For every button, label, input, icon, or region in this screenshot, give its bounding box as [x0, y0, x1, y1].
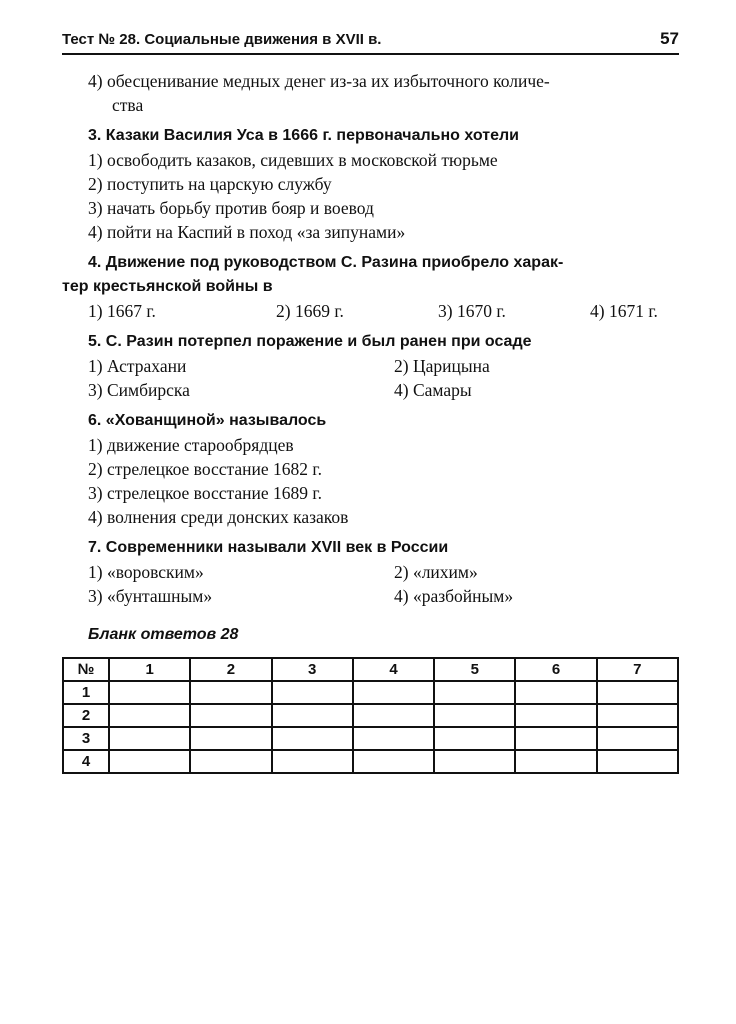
question-5-option-3: 3) Симбирска: [88, 380, 190, 400]
answer-cell[interactable]: [515, 704, 596, 727]
table-row: [63, 681, 678, 704]
table-row: [63, 704, 678, 727]
table-row: [63, 727, 678, 750]
header-cell: 3: [272, 658, 353, 681]
question-7: [62, 536, 679, 608]
question-7-option-2: 2) «лихим»: [394, 562, 478, 582]
answer-cell[interactable]: [109, 704, 190, 727]
page: [62, 26, 679, 774]
question-6-option-1: 1) движение старообрядцев: [88, 435, 294, 455]
header-cell: 6: [515, 658, 596, 681]
question-5: [62, 330, 679, 402]
header-cell: 5: [434, 658, 515, 681]
question-6: [62, 409, 679, 529]
question-5-option-4: 4) Самары: [394, 380, 472, 400]
header-cell: 1: [109, 658, 190, 681]
answer-cell[interactable]: [190, 727, 271, 750]
answer-cell[interactable]: [597, 750, 678, 773]
answer-cell[interactable]: [272, 681, 353, 704]
header-cell-number: №: [63, 658, 109, 681]
answer-cell[interactable]: [515, 681, 596, 704]
answer-cell[interactable]: [190, 750, 271, 773]
prev-question-tail: [62, 69, 679, 117]
answer-cell[interactable]: [597, 727, 678, 750]
header-cell: 7: [597, 658, 678, 681]
question-7-option-4: 4) «разбойным»: [394, 586, 514, 606]
question-4-option-2: 2) 1669 г.: [276, 301, 344, 321]
answer-cell[interactable]: [353, 704, 434, 727]
answer-cell[interactable]: [190, 681, 271, 704]
question-4-option-3: 3) 1670 г.: [438, 301, 506, 321]
answer-cell[interactable]: [190, 704, 271, 727]
question-3: [62, 124, 679, 244]
answer-cell[interactable]: [353, 681, 434, 704]
answer-cell[interactable]: [109, 727, 190, 750]
answer-cell[interactable]: [272, 750, 353, 773]
question-7-title: 7. Современники называли XVII век в России: [88, 539, 449, 556]
option-continuation: ства: [112, 95, 144, 115]
row-label: 2: [63, 704, 109, 727]
question-4-title-line1: 4. Движение под руководством С. Разина приобрело харак-: [88, 254, 564, 271]
row-label: 1: [63, 681, 109, 704]
question-4-title: [62, 251, 679, 299]
row-label: 3: [63, 727, 109, 750]
answer-cell[interactable]: [272, 704, 353, 727]
question-3-title: 3. Казаки Василия Уса в 1666 г. первоначально хотели: [88, 127, 519, 144]
question-6-option-2: 2) стрелецкое восстание 1682 г.: [88, 459, 323, 479]
answer-cell[interactable]: [515, 727, 596, 750]
question-3-option-4: 4) пойти на Каспий в поход «за зипунами»: [88, 222, 406, 242]
row-label: 4: [63, 750, 109, 773]
question-6-option-4: 4) волнения среди донских казаков: [88, 507, 349, 527]
question-5-option-2: 2) Царицына: [394, 356, 490, 376]
page-number: 57: [660, 29, 679, 48]
question-7-option-1: 1) «воровским»: [88, 562, 204, 582]
page-header: [62, 26, 679, 55]
question-4: [62, 251, 679, 323]
answer-cell[interactable]: [434, 750, 515, 773]
answer-cell[interactable]: [434, 681, 515, 704]
question-4-option-4: 4) 1671 г.: [590, 301, 658, 321]
header-cell: 2: [190, 658, 271, 681]
header-title: Тест № 28. Социальные движения в XVII в.: [62, 31, 382, 48]
answer-cell[interactable]: [597, 704, 678, 727]
question-6-option-3: 3) стрелецкое восстание 1689 г.: [88, 483, 323, 503]
question-7-option-3: 3) «бунташным»: [88, 586, 213, 606]
answer-cell[interactable]: [597, 681, 678, 704]
question-4-option-1: 1) 1667 г.: [88, 301, 156, 321]
question-5-title: 5. С. Разин потерпел поражение и был ранен при осаде: [88, 333, 532, 350]
answer-sheet-title: Бланк ответов 28: [88, 626, 239, 643]
answer-cell[interactable]: [109, 750, 190, 773]
answer-cell[interactable]: [434, 727, 515, 750]
answer-cell[interactable]: [272, 727, 353, 750]
question-5-option-1: 1) Астрахани: [88, 356, 187, 376]
answer-cell[interactable]: [434, 704, 515, 727]
table-row: [63, 750, 678, 773]
question-3-option-2: 2) поступить на царскую службу: [88, 174, 332, 194]
question-4-title-line2: тер крестьянской войны в: [62, 278, 273, 295]
question-4-options: [62, 299, 679, 323]
option-text: 4) обесценивание медных денег из-за их избыточного количе-: [88, 71, 550, 91]
answer-table: [62, 657, 679, 774]
header-cell: 4: [353, 658, 434, 681]
question-3-option-3: 3) начать борьбу против бояр и воевод: [88, 198, 374, 218]
question-3-option-1: 1) освободить казаков, сидевших в московской тюрьме: [88, 150, 498, 170]
answer-cell[interactable]: [353, 727, 434, 750]
answer-cell[interactable]: [515, 750, 596, 773]
answer-cell[interactable]: [109, 681, 190, 704]
answer-cell[interactable]: [353, 750, 434, 773]
answer-table-header-row: [63, 658, 678, 681]
question-6-title: 6. «Хованщиной» называлось: [88, 412, 327, 429]
